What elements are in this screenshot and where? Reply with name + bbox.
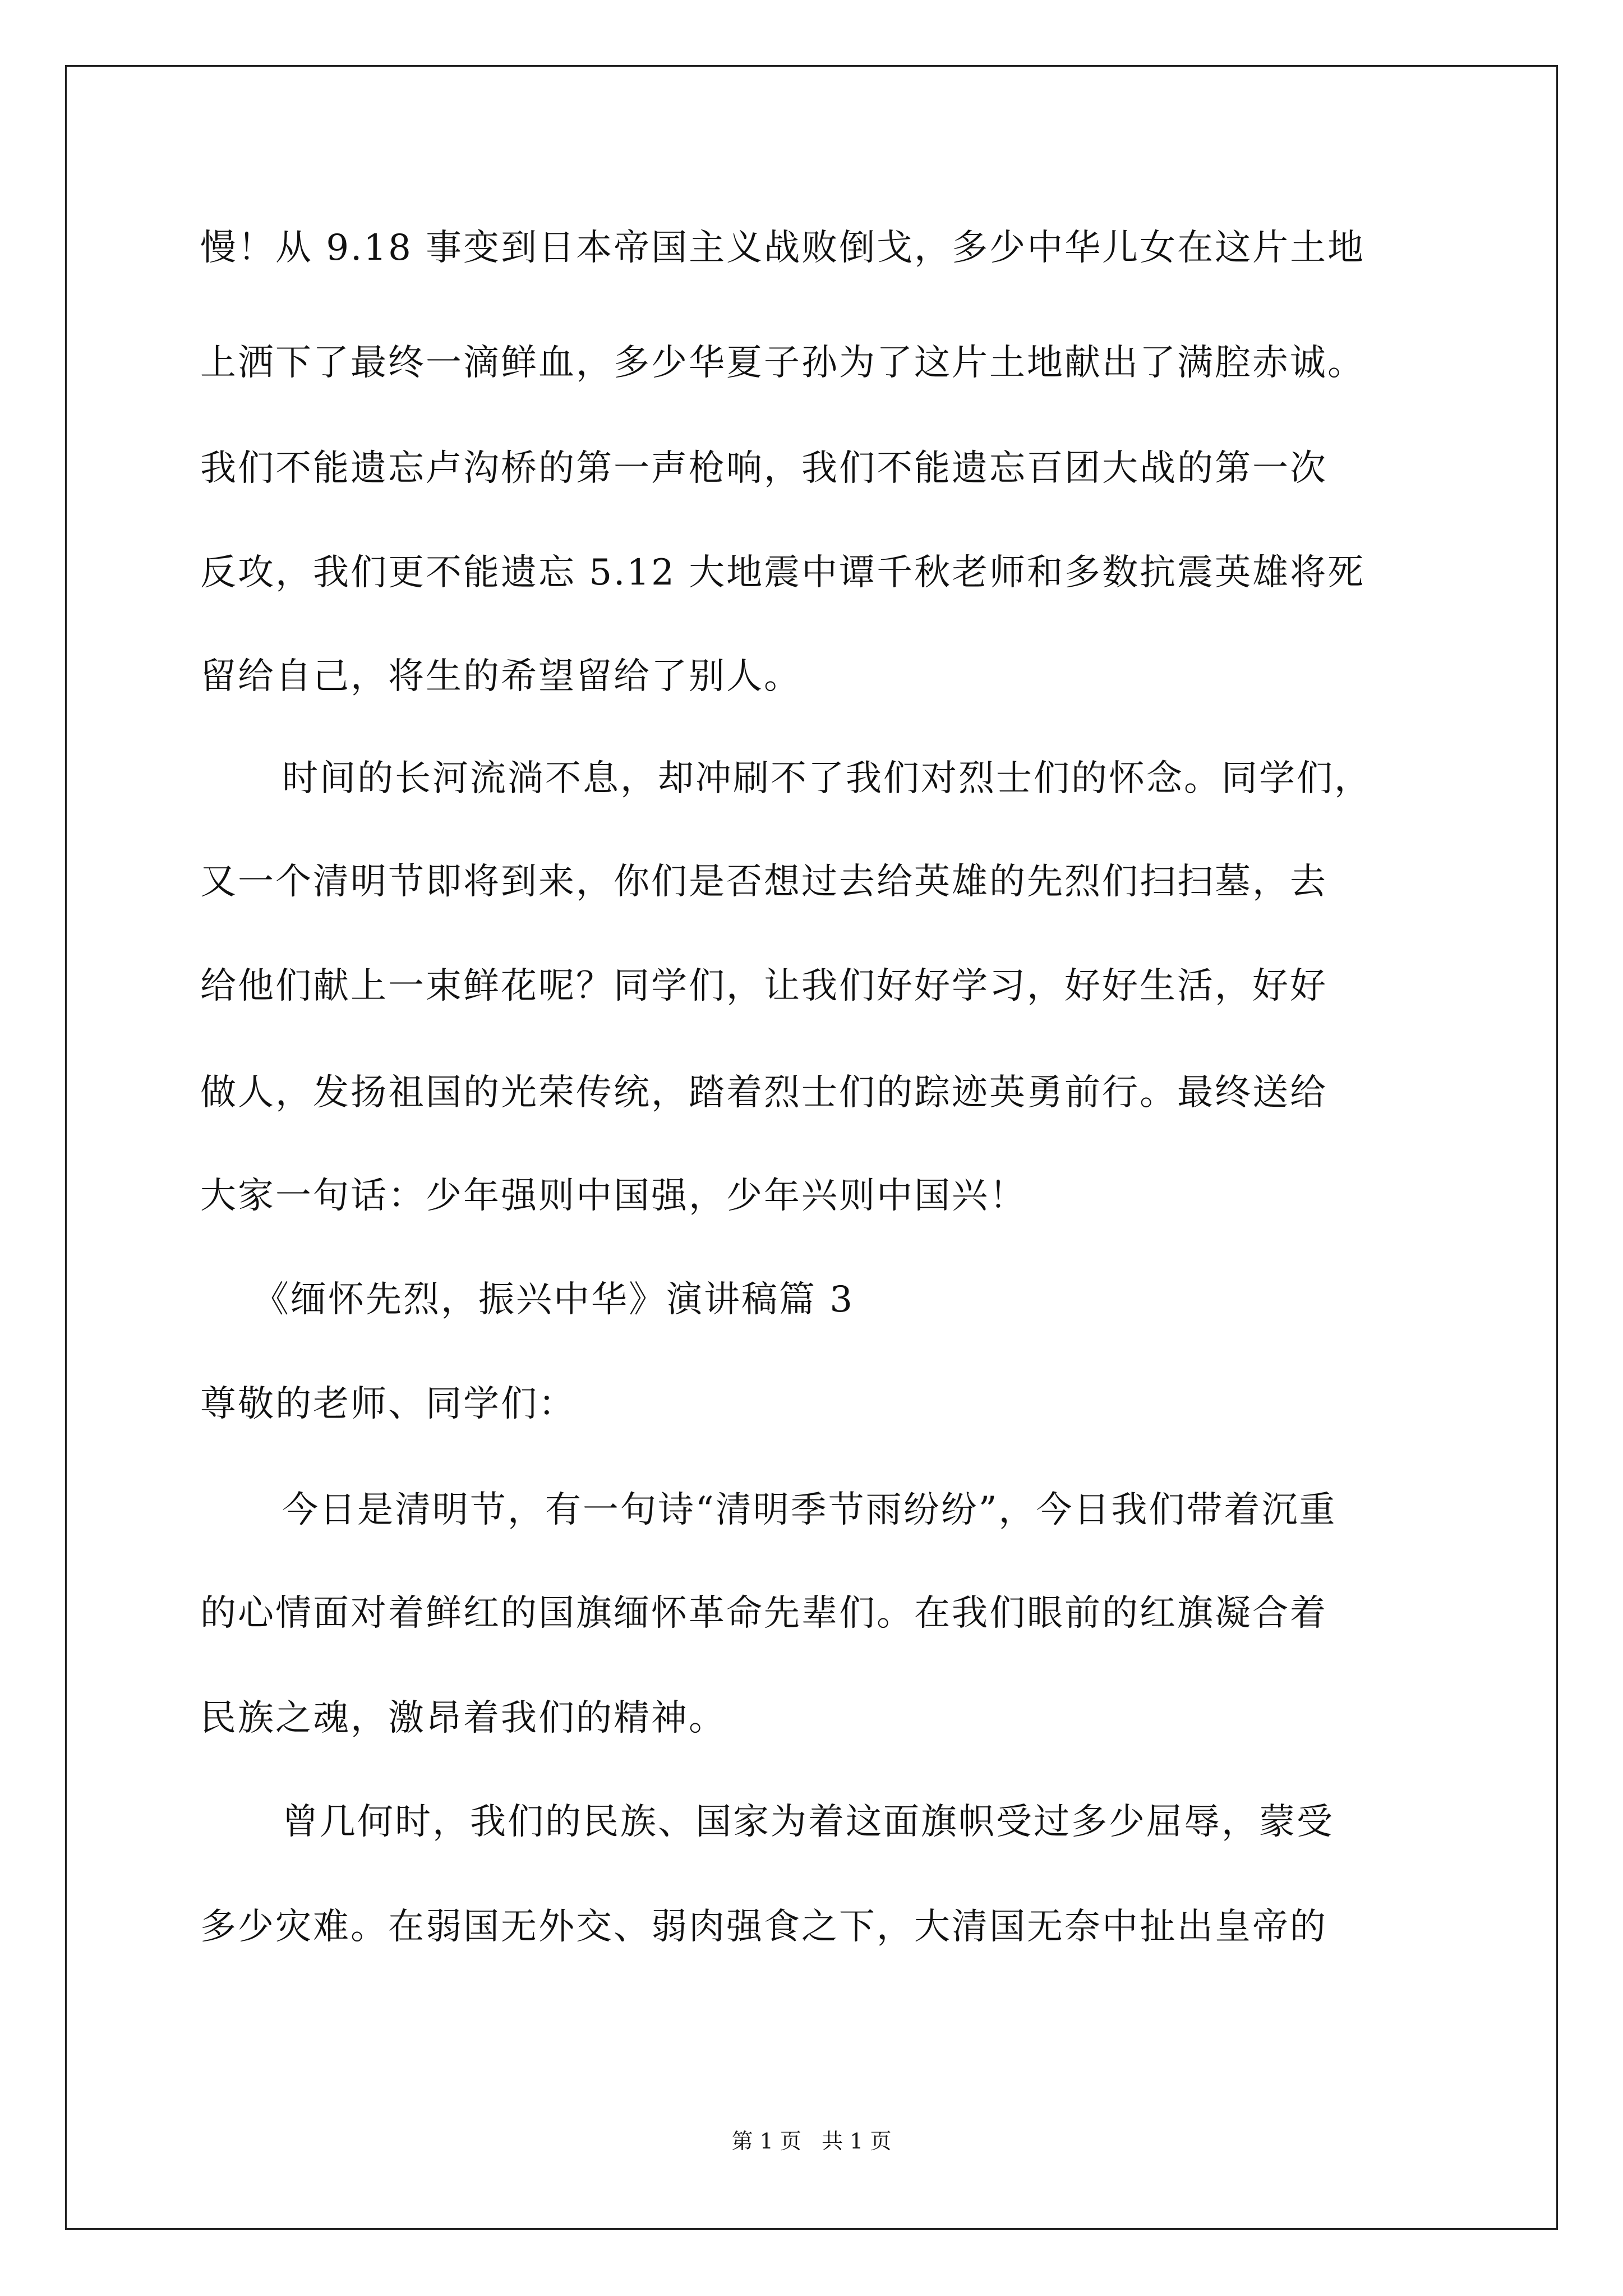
paragraph-first-line: 曾几何时，我们的民族、国家为着这面旗帜受过多少屈辱，蒙受 <box>282 1801 1334 1843</box>
text-line: 做人，发扬祖国的光荣传统，踏着烈士们的踪迹英勇前行。最终送给 <box>200 1072 1327 1114</box>
page-number-footer: 第 1 页 共 1 页 <box>731 2129 892 2154</box>
text-line: 民族之魂，激昂着我们的精神。 <box>200 1697 726 1739</box>
paragraph-first-line: 今日是清明节，有一句诗“清明季节雨纷纷”，今日我们带着沉重 <box>282 1489 1337 1531</box>
text-line: 上洒下了最终一滴鲜血，多少华夏子孙为了这片土地献出了满腔赤诚。 <box>200 342 1365 384</box>
text-line: 反攻，我们更不能遗忘 5.12 大地震中谭千秋老师和多数抗震英雄将死 <box>200 552 1366 593</box>
text-line: 多少灾难。在弱国无外交、弱肉强食之下，大清国无奈中扯出皇帝的 <box>200 1906 1327 1948</box>
text-line: 慢！从 9.18 事变到日本帝国主义战败倒戈，多少中华儿女在这片土地 <box>200 227 1366 269</box>
salutation: 尊敬的老师、同学们： <box>200 1383 576 1425</box>
text-line: 给他们献上一束鲜花呢？同学们，让我们好好学习，好好生活，好好 <box>200 965 1327 1007</box>
text-line: 又一个清明节即将到来，你们是否想过去给英雄的先烈们扫扫墓，去 <box>200 861 1327 903</box>
text-line: 大家一句话：少年强则中国强，少年兴则中国兴！ <box>200 1175 1027 1217</box>
paragraph-first-line: 时间的长河流淌不息，却冲刷不了我们对烈士们的怀念。同学们， <box>282 758 1372 799</box>
section-heading: 《缅怀先烈，振兴中华》演讲稿篇 3 <box>253 1279 855 1320</box>
text-line: 的心情面对着鲜红的国旗缅怀革命先辈们。在我们眼前的红旗凝合着 <box>200 1593 1327 1634</box>
text-line: 留给自己，将生的希望留给了别人。 <box>200 656 801 697</box>
text-line: 我们不能遗忘卢沟桥的第一声枪响，我们不能遗忘百团大战的第一次 <box>200 448 1327 489</box>
